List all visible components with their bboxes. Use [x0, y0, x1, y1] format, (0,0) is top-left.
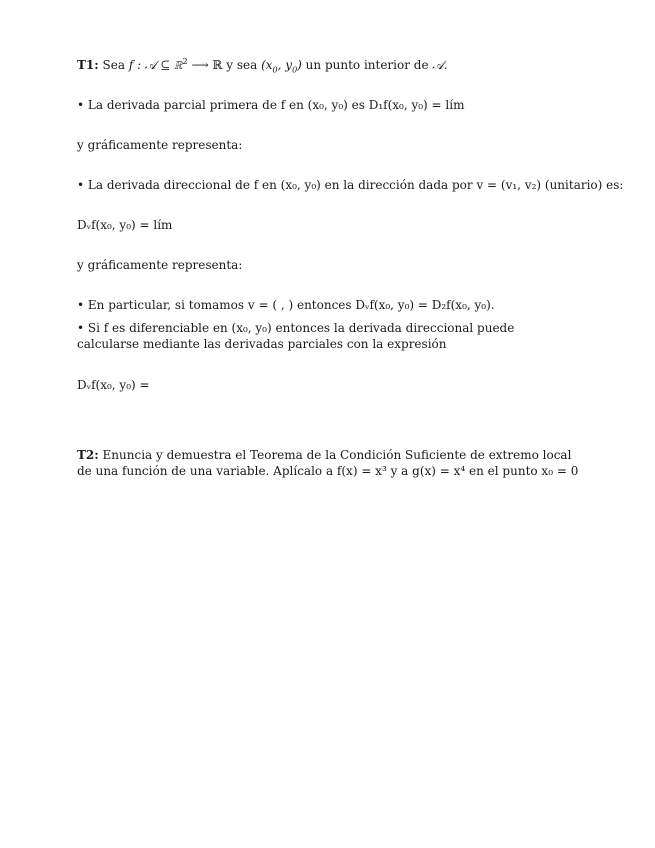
t1-point-x: (x	[261, 58, 273, 72]
particular-case-line: • En particular, si tomamos v = ( , ) entonces Dᵥf(x₀, y₀) = D₂f(x₀, y₀).	[77, 298, 495, 312]
t1-statement	[77, 57, 448, 73]
graph-representation-2: y gráficamente representa:	[77, 258, 243, 272]
graph-representation-1: y gráficamente representa:	[77, 138, 243, 152]
t1-function-domain: f : 𝒜 ⊆ ℝ	[128, 58, 183, 72]
directional-derivative-line: • La derivada direccional de f en (x₀, y₀) en la dirección dada por v = (v₁, v₂) (unitario) es:	[77, 178, 624, 192]
t1-point-x-sub: 0	[272, 65, 278, 75]
t1-intro-c: ⟶ ℝ y sea	[191, 58, 258, 72]
t1-intro-a: Sea	[102, 58, 126, 72]
t1-set-a: 𝒜.	[432, 58, 448, 72]
t1-label: T1:	[77, 58, 99, 72]
t1-point-y: , y	[277, 58, 293, 72]
t1-point-y-sub: 0	[292, 65, 298, 75]
partial-derivative-line: • La derivada parcial primera de f en (x₀, y₀) es D₁f(x₀, y₀) = lím	[77, 98, 465, 112]
t2-label: T2:	[77, 448, 99, 462]
directional-limit-line: Dᵥf(x₀, y₀) = lím	[77, 218, 173, 232]
t2-text: Enuncia y demuestra el Teorema de la Condición Suficiente de extremo local de una función de una variable. Aplícalo a f(x) = x³ y a g(x) = x⁴ en el punto x₀ = 0	[77, 448, 579, 478]
t2-statement	[77, 447, 579, 479]
directional-expression-line: Dᵥf(x₀, y₀) =	[77, 378, 150, 392]
t1-point-close: )	[297, 58, 302, 72]
t1-intro-g: un punto interior de	[305, 58, 429, 72]
differentiable-paragraph: • Si f es diferenciable en (x₀, y₀) entonces la derivada direccional puede calcularse mediante las derivadas parciales con la expresión	[77, 321, 515, 351]
t1-exponent: 2	[182, 57, 188, 66]
